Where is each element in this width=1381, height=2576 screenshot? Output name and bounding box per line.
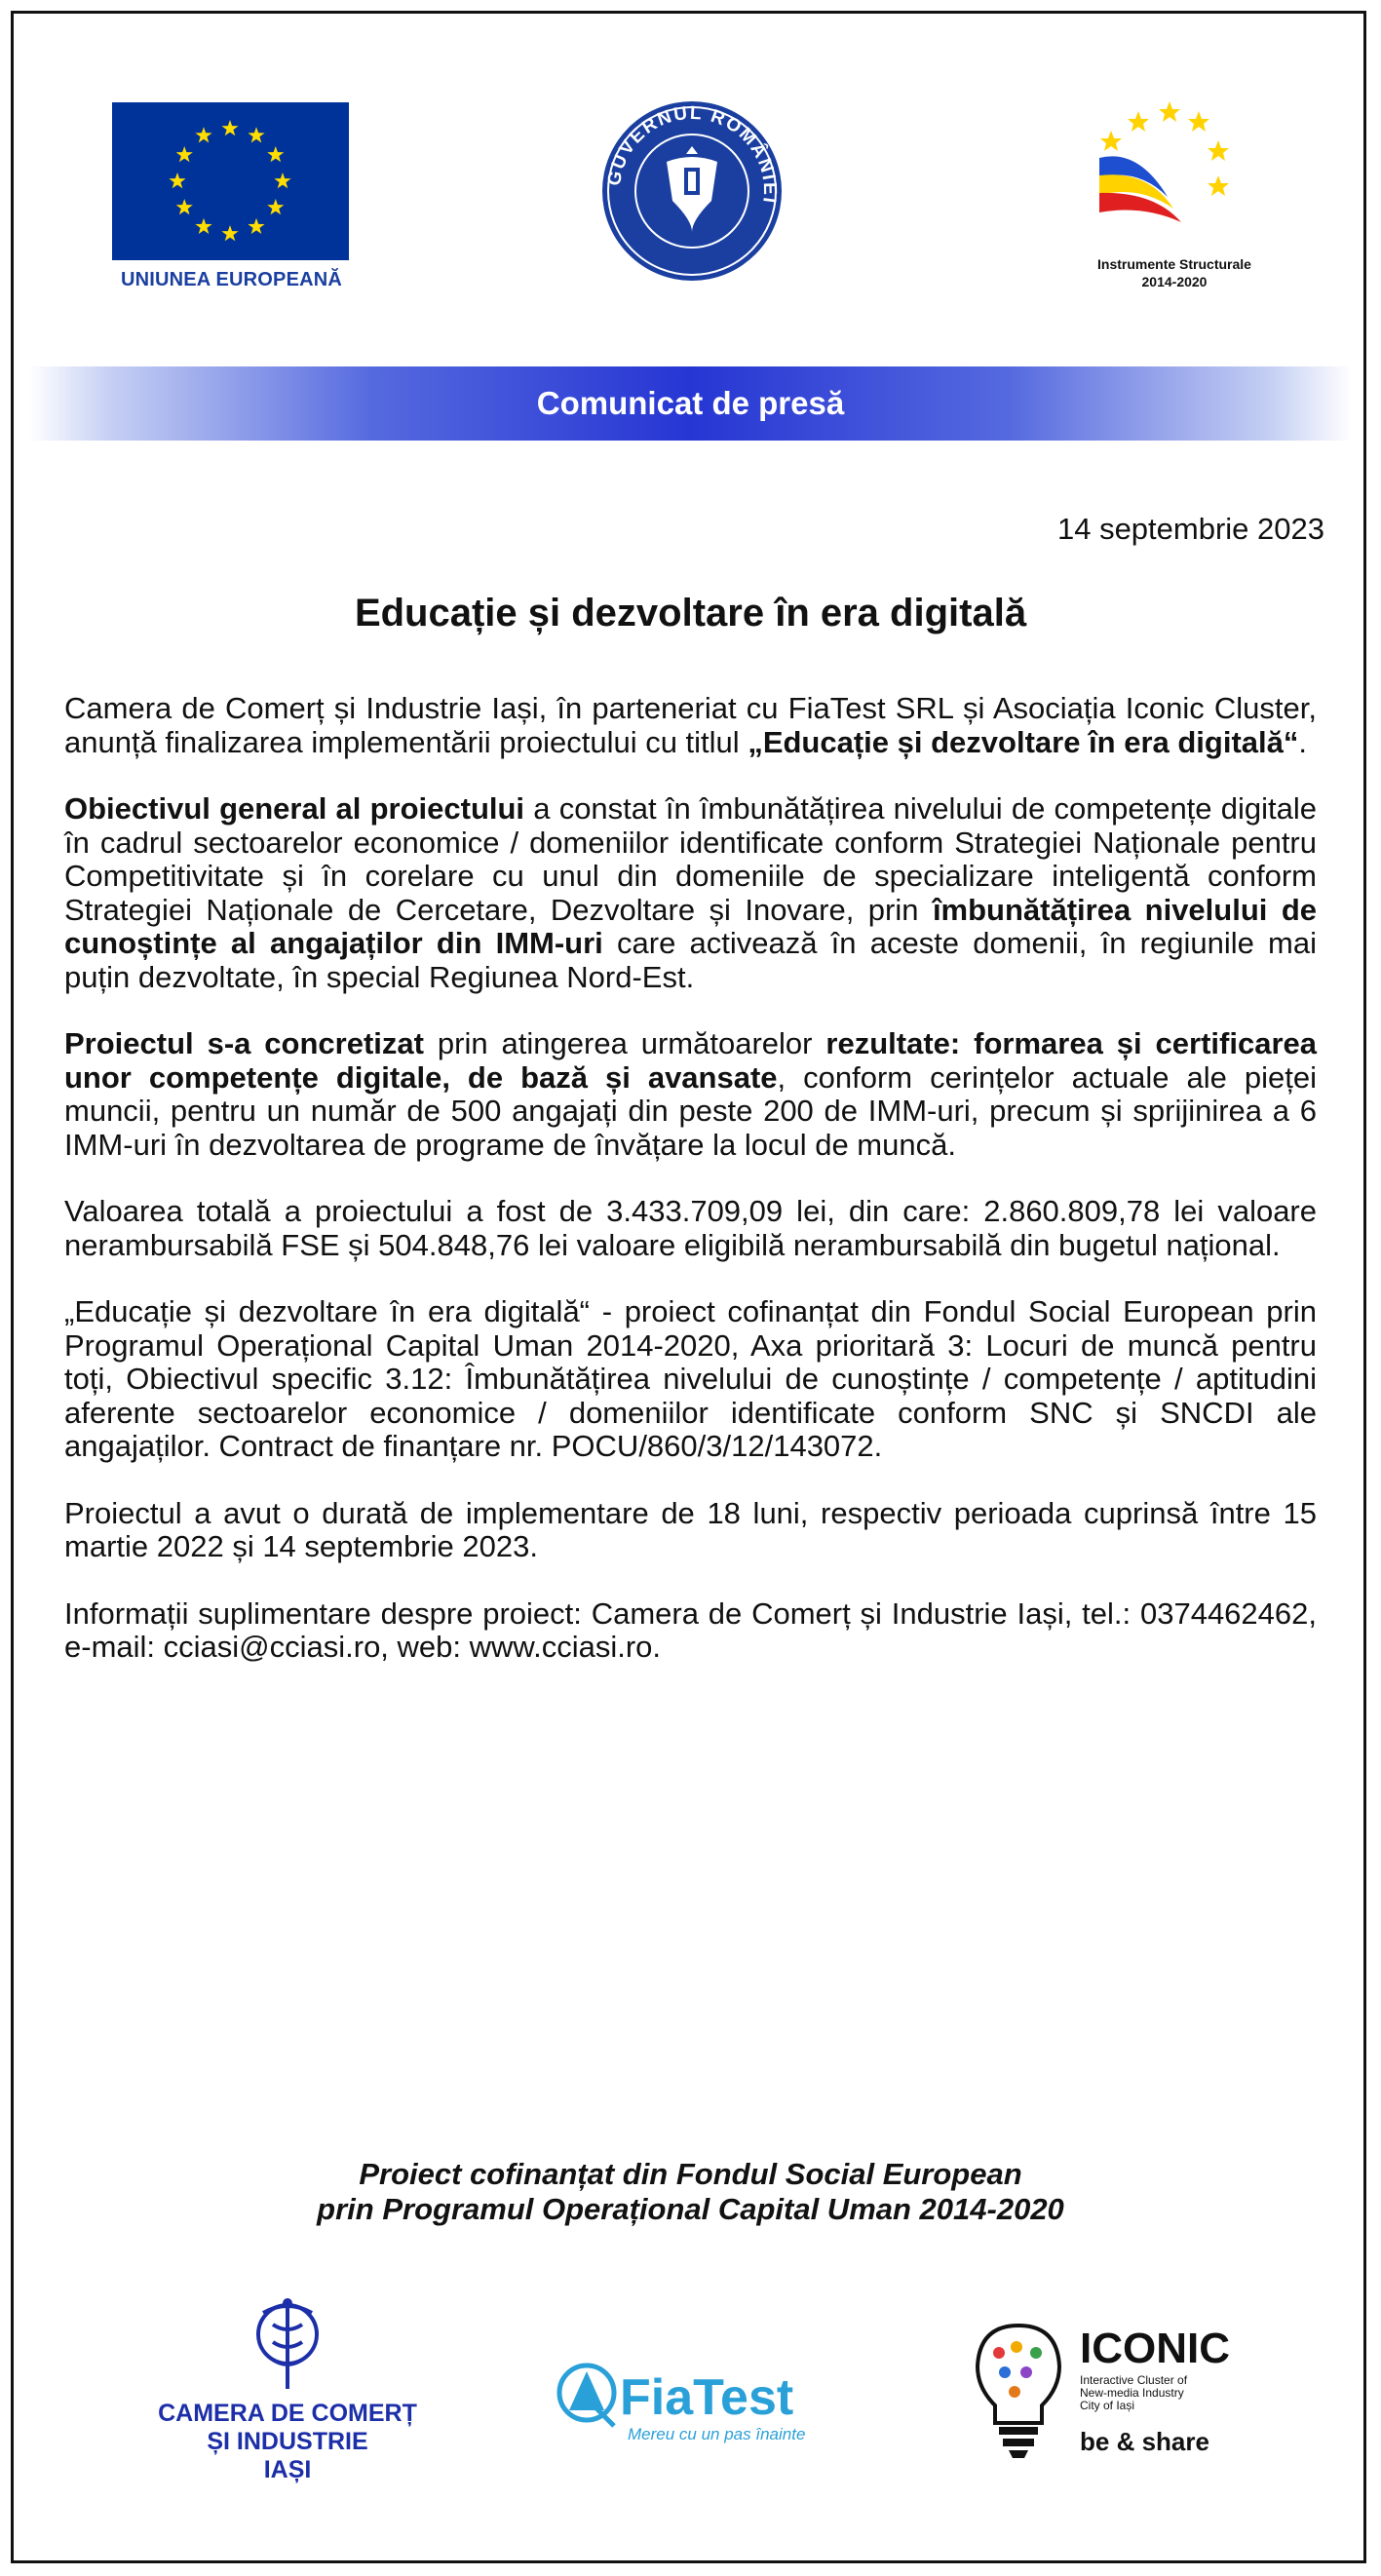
fiatest-name: FiaTest	[620, 2369, 794, 2426]
eu-flag-logo	[112, 102, 349, 260]
p2-text: a constat în îmbunătățirea nivelului de competențe digitale în cadrul sectoarelor economice / domeniilor identificate conform Strategiei Naționale pentru Competitivitate și în corelare cu unul din domeniile de specializare inteligentă conform Strategiei Naționale de Cercetare, Dezvoltare și Inovare, prin	[64, 791, 1317, 927]
eu-star-icon	[267, 199, 284, 214]
eu-star-icon	[221, 225, 238, 241]
iconic-tagline: be & share	[1080, 2427, 1209, 2456]
chamber-of-commerce-caduceus-icon	[234, 2295, 341, 2393]
p3-end: , conform cerințelor actuale ale pieței muncii, pentru un număr de 500 angajați din peste 200 de IMM-uri, precum și sprijinirea a 6 IMM-uri în dezvoltarea de programe de învățare la locul de muncă.	[64, 1059, 1317, 1162]
release-date: 14 septembrie 2023	[1056, 512, 1324, 546]
p2-emphasis: îmbunătățirea nivelului de cunoștințe al angajaților din IMM-uri	[64, 892, 1318, 960]
document-body	[64, 692, 1317, 1698]
p3-lead: Proiectul s-a concretizat	[64, 1026, 424, 1060]
p3-emphasis: rezultate: formarea și certificarea unor competențe digitale, de bază și avansate	[64, 1026, 1317, 1095]
paragraph-results	[64, 1027, 1317, 1162]
eu-star-icon	[248, 127, 264, 142]
press-release-banner	[29, 366, 1352, 441]
chamber-of-commerce-name	[146, 2400, 429, 2484]
p2-lead: Obiectivul general al proiectului	[64, 791, 525, 826]
paragraph-program: „Educație și dezvoltare în era digitală“ - proiect cofinanțat din Fondul Social European prin Programul Operațional Capital Uman 2014-2020, Axa prioritară 3: Locuri de muncă pentru toți, Obiectivul specific 3.12: Îmbunătățirea nivelului de cunoștințe / competențe / aptitudini aferente sectoarelor economice / domeniilor identificate conform SNC și SNCDI ale angajaților. Contract de finanțare nr. POCU/860/3/12/143072.	[64, 1294, 1317, 1463]
eu-star-icon	[248, 218, 264, 234]
eu-stars-icon	[112, 102, 349, 260]
ccia-line3: IAȘI	[263, 2456, 312, 2483]
p1-project-title: „Educație și dezvoltare în era digitală“	[748, 724, 1299, 759]
iconic-sub2: New-media Industry	[1080, 2386, 1184, 2400]
gov-ring-text: GUVERNUL ROMÂNIEI	[603, 102, 781, 207]
eu-caption: UNIUNEA EUROPEANĂ	[120, 269, 343, 290]
lightbulb-icon	[970, 2320, 1067, 2461]
p3-text: prin atingerea următoarelor	[423, 1026, 826, 1060]
paragraph-budget: Valoarea totală a proiectului a fost de 3.433.709,09 lei, din care: 2.860.809,78 lei valoare nerambursabilă FSE și 504.848,76 lei valoare eligibilă nerambursabilă din bugetul național.	[64, 1194, 1317, 1262]
eu-star-icon	[169, 173, 185, 188]
eu-star-icon	[274, 173, 290, 188]
iconic-sub1: Interactive Cluster of	[1080, 2373, 1188, 2387]
cofinancing-note	[0, 2157, 1381, 2227]
paragraph-objective	[64, 792, 1317, 994]
iconic-title: ICONIC	[1080, 2325, 1230, 2372]
structural-instruments-logo	[1090, 97, 1246, 244]
document-title: Educație și dezvoltare în era digitală	[354, 592, 1027, 634]
fiatest-slogan: Mereu cu un pas înainte	[628, 2425, 806, 2443]
government-seal-logo	[598, 97, 786, 285]
eu-star-icon	[195, 218, 211, 234]
paragraph-duration: Proiectul a avut o durată de implementare de 18 luni, respectiv perioada cuprinsă între 15 martie 2022 și 14 septembrie 2023.	[64, 1495, 1317, 1563]
banner-title: Comunicat de presă	[536, 385, 845, 421]
eu-star-icon	[267, 146, 284, 162]
iconic-sub3: City of Iași	[1080, 2399, 1135, 2412]
iconic-subtitle	[1080, 2374, 1226, 2412]
is-caption-line1: Instrumente Structurale	[1097, 256, 1251, 272]
eu-star-icon	[195, 127, 211, 142]
eu-star-icon	[176, 146, 193, 162]
ccia-line1: CAMERA DE COMERȚ	[158, 2400, 417, 2427]
ccia-line2: ȘI INDUSTRIE	[207, 2428, 368, 2455]
p1-end: .	[1298, 724, 1308, 759]
structural-instruments-caption	[1053, 255, 1296, 290]
cofinancing-line2: prin Programul Operațional Capital Uman 2014-2020	[317, 2192, 1064, 2226]
fiatest-logo	[546, 2354, 838, 2451]
eu-star-icon	[176, 199, 193, 214]
cofinancing-line1: Proiect cofinanțat din Fondul Social European	[359, 2157, 1022, 2191]
eu-star-icon	[221, 120, 238, 135]
paragraph-intro	[64, 692, 1317, 759]
p2-end: care activează în aceste domenii, în regiunile mai puțin dezvoltate, în special Regiunea Nord-Est.	[64, 926, 1318, 994]
is-caption-line2: 2014-2020	[1141, 274, 1208, 289]
paragraph-contact: Informații suplimentare despre proiect: Camera de Comerț și Industrie Iași, tel.: 0374462462, e-mail: cciasi@cciasi.ro, web: www.cciasi.ro.	[64, 1596, 1317, 1664]
p1-text: Camera de Comerț și Industrie Iași, în parteneriat cu FiaTest SRL și Asociația Iconic Cluster, anunță finalizarea implementării proiectului cu titlul	[64, 691, 1317, 759]
